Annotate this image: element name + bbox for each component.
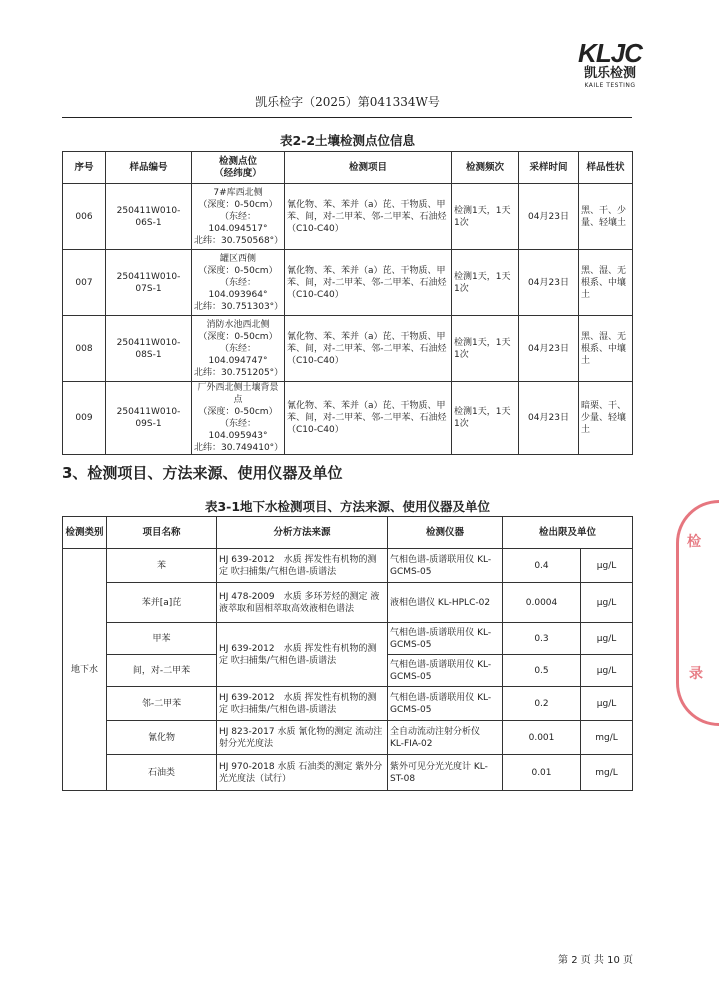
item-name: 苯 (107, 549, 217, 583)
sampling-date: 04月23日 (519, 382, 579, 455)
point-line: 厂外西北侧土壤背景点 (197, 383, 279, 405)
row-number: 007 (63, 250, 106, 316)
soil-table-caption: 表2-2土壤检测点位信息 (279, 133, 416, 148)
logo-english-name: KAILE TESTING (584, 82, 636, 89)
test-items: 氰化物、苯、苯并（a）芘、干物质、甲苯、间，对-二甲苯、邻-二甲苯、石油烃（C10-C40） (285, 250, 452, 316)
point-line: （深度：0-50cm） (198, 407, 278, 417)
col-header: 检测点位 （经纬度） (192, 152, 285, 184)
stamp-char: 检 (687, 534, 701, 550)
col-header: 检测频次 (452, 152, 519, 184)
point-line: 罐区西侧 (219, 253, 256, 264)
groundwater-method-table (62, 516, 633, 791)
col-header: 检测类别 (63, 517, 107, 549)
point-line: 7#库西北侧 (213, 187, 263, 198)
limit-unit: μg/L (581, 583, 633, 623)
test-frequency: 检测1天，1天1次 (452, 250, 519, 316)
sampling-point (192, 316, 285, 382)
header-divider (62, 117, 632, 118)
item-name: 苯并[a]芘 (107, 583, 217, 623)
limit-unit: mg/L (581, 755, 633, 791)
limit-unit: μg/L (581, 623, 633, 655)
point-line: （深度：0-50cm） (198, 331, 278, 342)
stamp-char: 录 (689, 666, 703, 682)
test-items: 氰化物、苯、苯并（a）芘、干物质、甲苯、间，对-二甲苯、邻-二甲苯、石油烃（C10-C40） (285, 382, 452, 455)
sample-code: 250411W010-07S-1 (106, 250, 192, 316)
point-line: 北纬：30.749410°） (194, 443, 284, 453)
row-number: 008 (63, 316, 106, 382)
point-line: （深度：0-50cm） (198, 199, 278, 210)
detection-limit: 0.0004 (503, 583, 581, 623)
instrument: 液相色谱仪 KL-HPLC-02 (388, 583, 503, 623)
limit-unit: μg/L (581, 687, 633, 721)
table-header-row (63, 152, 633, 184)
sample-state: 黑、湿、无根系、中壤土 (579, 316, 633, 382)
test-items: 氰化物、苯、苯并（a）芘、干物质、甲苯、间，对-二甲苯、邻-二甲苯、石油烃（C10-C40） (285, 184, 452, 250)
document-number: 凯乐检字（2025）第041334W号 (255, 95, 440, 109)
detection-limit: 0.3 (503, 623, 581, 655)
table-row (63, 755, 633, 791)
point-line: （东经：104.095943° (208, 419, 268, 441)
col-header: 项目名称 (107, 517, 217, 549)
item-name: 邻-二甲苯 (107, 687, 217, 721)
row-number: 006 (63, 184, 106, 250)
section-title: 3、检测项目、方法来源、使用仪器及单位 (62, 464, 343, 482)
sampling-point (192, 184, 285, 250)
sampling-point (192, 250, 285, 316)
table-row (63, 623, 633, 655)
detection-limit: 0.001 (503, 721, 581, 755)
instrument: 气相色谱-质谱联用仪 KL-GCMS-05 (388, 655, 503, 687)
table-row (63, 382, 633, 455)
groundwater-table-caption: 表3-1地下水检测项目、方法来源、使用仪器及单位 (204, 499, 491, 514)
table-row (63, 184, 633, 250)
detection-limit: 0.5 (503, 655, 581, 687)
method-source: HJ 639-2012 水质 挥发性有机物的测定 吹扫捕集/气相色谱-质谱法 (217, 687, 388, 721)
col-header: 样品性状 (579, 152, 633, 184)
item-name: 氰化物 (107, 721, 217, 755)
limit-unit: mg/L (581, 721, 633, 755)
col-header: 检出限及单位 (503, 517, 633, 549)
point-line: （深度：0-50cm） (198, 265, 278, 276)
sample-state: 黑、湿、无根系、中壤土 (579, 250, 633, 316)
sample-code: 250411W010-08S-1 (106, 316, 192, 382)
company-logo (565, 40, 655, 90)
logo-mark: KLJC (578, 38, 642, 68)
table-row (63, 687, 633, 721)
point-line: 北纬：30.751303°） (194, 301, 284, 312)
point-line: （东经：104.094517° (208, 211, 268, 234)
point-line: 消防水池西北侧 (206, 319, 270, 330)
limit-unit: μg/L (581, 655, 633, 687)
item-name: 间，对-二甲苯 (107, 655, 217, 687)
sampling-point (192, 382, 285, 455)
col-header: 样品编号 (106, 152, 192, 184)
instrument: 气相色谱-质谱联用仪 KL-GCMS-05 (388, 549, 503, 583)
instrument: 全自动流动注射分析仪 KL-FIA-02 (388, 721, 503, 755)
col-header: 采样时间 (519, 152, 579, 184)
method-source: HJ 478-2009 水质 多环芳烃的测定 液液萃取和固相萃取高效液相色谱法 (217, 583, 388, 623)
sample-code: 250411W010-09S-1 (106, 382, 192, 455)
method-source: HJ 970-2018 水质 石油类的测定 紫外分光光度法（试行） (217, 755, 388, 791)
sample-state: 暗栗、干、少量、轻壤土 (579, 382, 633, 455)
method-source: HJ 639-2012 水质 挥发性有机物的测定 吹扫捕集/气相色谱-质谱法 (217, 549, 388, 583)
soil-point-table (62, 151, 633, 455)
test-category: 地下水 (63, 549, 107, 791)
red-seal-stamp (676, 500, 719, 726)
col-header: 检测仪器 (388, 517, 503, 549)
table-row (63, 316, 633, 382)
row-number: 009 (63, 382, 106, 455)
sampling-date: 04月23日 (519, 184, 579, 250)
limit-unit: μg/L (581, 549, 633, 583)
sampling-date: 04月23日 (519, 250, 579, 316)
sampling-date: 04月23日 (519, 316, 579, 382)
table-row (63, 721, 633, 755)
page-number: 第 2 页 共 10 页 (558, 955, 633, 966)
test-frequency: 检测1天，1天1次 (452, 316, 519, 382)
item-name: 甲苯 (107, 623, 217, 655)
logo-chinese-name: 凯乐检测 (583, 66, 636, 81)
test-frequency: 检测1天，1天1次 (452, 382, 519, 455)
col-header: 分析方法来源 (217, 517, 388, 549)
table-row (63, 583, 633, 623)
method-source: HJ 823-2017 水质 氰化物的测定 流动注射分光光度法 (217, 721, 388, 755)
table-row (63, 549, 633, 583)
sample-code: 250411W010-06S-1 (106, 184, 192, 250)
table-header-row (63, 517, 633, 549)
point-line: （东经：104.094747° (208, 343, 268, 366)
col-header: 检测项目 (285, 152, 452, 184)
col-header: 序号 (63, 152, 106, 184)
point-line: 北纬：30.750568°） (194, 235, 284, 246)
instrument: 气相色谱-质谱联用仪 KL-GCMS-05 (388, 623, 503, 655)
detection-limit: 0.2 (503, 687, 581, 721)
point-line: 北纬：30.751205°） (194, 367, 284, 378)
test-frequency: 检测1天，1天1次 (452, 184, 519, 250)
point-line: （东经：104.093964° (208, 277, 268, 300)
method-source: HJ 639-2012 水质 挥发性有机物的测定 吹扫捕集/气相色谱-质谱法 (217, 623, 388, 687)
instrument: 紫外可见分光光度计 KL-ST-08 (388, 755, 503, 791)
item-name: 石油类 (107, 755, 217, 791)
detection-limit: 0.01 (503, 755, 581, 791)
detection-limit: 0.4 (503, 549, 581, 583)
test-items: 氰化物、苯、苯并（a）芘、干物质、甲苯、间，对-二甲苯、邻-二甲苯、石油烃（C10-C40） (285, 316, 452, 382)
sample-state: 黑、干、少量、轻壤土 (579, 184, 633, 250)
instrument: 气相色谱-质谱联用仪 KL-GCMS-05 (388, 687, 503, 721)
table-row (63, 250, 633, 316)
